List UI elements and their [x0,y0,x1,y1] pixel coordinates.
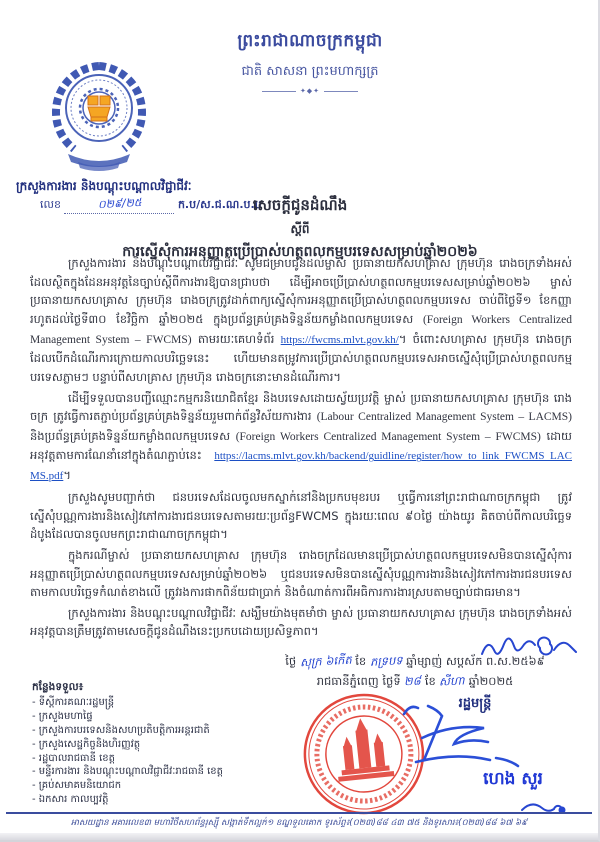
p1-english: (Foreign Workers Centralized Management System – FWCMS) [30,313,572,346]
paragraph-2 [30,389,572,487]
recipient-item: - គ្រប់សមាគមនិយោជក [32,780,122,792]
ref-number-handwritten: ០២៩/២៥ [64,197,174,214]
p2-english-lacms: (Labour Centralized Management System – LACMS) [316,411,572,424]
header-divider-ornament: ✦◆✦ [262,86,358,96]
paragraph-1 [30,254,572,387]
handwritten-day-number: ២៨ [403,673,422,688]
month-label: ខែ [424,673,436,688]
recipient-item: - ទីស្ដីការគណៈរដ្ឋមន្ត្រី [32,697,115,709]
recipient-item: - មន្ទីរការងារ និងបណ្ដុះបណ្ដាលវិជ្ជាជីវៈរាជធានី ខេត្ត [32,766,224,778]
scan-edge [0,833,598,840]
title-line1: សេចក្តីជូនដំណឹង [252,196,348,214]
minister-title: រដ្ឋមន្ត្រី [458,696,492,712]
paragraph-3: ក្រសួងសូមបញ្ជាក់ថា ជនបរទេសដែលចូលមកស្នាក់នៅនិងប្រកបមុខរបរ ឬធ្វើការនៅព្រះរាជាណាចក្រកម្ពុជា ត្រូវស្នើសុំបណ្ណការងារនិងសៀវភៅការងារជនបរទេសតាមរយៈប្រព័ន្ធFWCMS ក្នុងរយៈពេល ៩០ថ្ងៃ យ៉ាងយូរ គិតចាប់ពីកាលបរិច្ឆេទដំបូងដែលបានចូលមកព្រះរាជាណាចក្រកម្ពុជា។ [30,490,572,542]
ministry-name: ក្រសួងការងារ និងបណ្ដុះបណ្ដាលវិជ្ជាជីវៈ [16,179,192,193]
p2-text3: ដោយអនុវត្តតាមការណែនាំនៅក្នុងតំណភ្ជាប់នេះ [30,428,572,463]
year-label: ឆ្នាំ២០២៥ [468,673,514,688]
p1-text: ក្រសួងការងារ និងបណ្ដុះបណ្ដាលវិជ្ជាជីវៈ សូមជម្រាបជូនដល់ម្ចាស់ ប្រធានាយកសហគ្រាស ក្រុមហ៊ុន រោងចក្រទាំងអស់ ដែលស្ថិតក្នុងដែនអនុវត្តនៃច្បាប់ស្ដីពីការងារឱ្យបានជ្រាបថា ដើម្បីអាចប្រើប្រាស់ហត្ថពលកម្មបរទេសសម្រាប់ឆ្នាំ២០២៦ ម្ចាស់ ប្រធានាយកសហគ្រាស ក្រុមហ៊ុន រោងចក្រត្រូវដាក់ពាក្យស្នើសុំការអនុញ្ញាតប្រើប្រាស់ហត្ថពលកម្មបរទេស ចាប់ពីថ្ងៃទី១ ខែកញ្ញា រហូតដល់ថ្ងៃទី៣០ ខែវិច្ឆិកា ឆ្នាំ២០២៥ ក្នុងប្រព័ន្ធគ្រប់គ្រងទិន្នន័យកម្លាំងពលកម្មបរទេស [30,256,572,326]
handwritten-month-name: សីហា [439,672,466,689]
lacms-guide-link[interactable]: https://lacms.mlvt.gov.kh/backend/guidline/register/how_to_link_FWCMS_LACMS.pdf [30,450,572,483]
recipient-item: - ក្រសួងមហាផ្ទៃ [32,711,93,723]
paragraph-4: ក្នុងករណីម្ចាស់ ប្រធានាយកសហគ្រាស ក្រុមហ៊ុន រោងចក្រដែលមានប្រើប្រាស់ហត្ថពលកម្មបរទេសមិនបានស្នើសុំការអនុញ្ញាតប្រើប្រាស់ហត្ថពលកម្មបរទេសសម្រាប់ឆ្នាំ២០២៦ ឬជនបរទេសមិនបានស្នើសុំបណ្ណការងារនិងសៀវភៅការងារជនបរទេសតាមកាលបរិច្ឆេទកំណត់ខាងលើ ត្រូវរងការផាកពិន័យជាប្រាក់ និងចំណាត់ការពីអធិការការងារស្របតាមច្បាប់ជាធរមាន។ [30,547,572,600]
p1-text2: តាមរយៈគេហទំព័រ [191,331,281,346]
lunar-date-line [250,652,580,672]
footer-address: អាសយដ្ឋាន អគារលេខ៣ មហាវិថីសហព័ន្ធរុស្ស៊ី សង្កាត់ទឹកល្អក់១ ខណ្ឌទួលគោក ទូរស័ព្ទ៖(០២៣)៨៨ ៤៣ ៧៥ និងទូរសារ៖(០២៣)៨៨ ៦៧ ៦៩ [70,818,528,828]
title-line2: ស្តីពី [290,222,310,236]
ref-label: លេខ [40,198,61,211]
p2-english-fwcms: (Foreign Workers Centralized Management System – FWCMS) [235,430,541,443]
p2-text: ដើម្បីទទួលបានបញ្ជីឈ្មោះកម្មករនិយោជិតខ្មែរ និងបរទេសដោយស្វ័យប្រវត្តិ ម្ចាស់ ប្រធានាយកសហគ្រាស ក្រុមហ៊ុន រោងចក្រ ត្រូវធ្វើការតភ្ជាប់ប្រព័ន្ធគ្រប់គ្រងទិន្នន័យរួមពាក់ព័ន្ធវិស័យការងារ [30,390,572,424]
recipient-item: - ឯកសារ កាលប្បវត្តិ [32,794,109,806]
date-prefix: ថ្ងៃ [285,654,297,668]
title-line3: ការស្នើសុំការអនុញ្ញាតប្រើប្រាស់ហត្ថពលកម្មបរទេសសម្រាប់ឆ្នាំ២០២៦ [122,244,478,260]
footer-divider [6,812,592,814]
recipient-item: - ក្រសួងការបរទេសនិងសហប្រតិបត្តិការអន្តរជាតិ [32,725,210,737]
minister-name: ហេង សួរ [483,769,543,789]
kingdom-motto: ជាតិ សាសនា ព្រះមហាក្សត្រ [241,64,379,79]
fwcms-link[interactable]: https://fwcms.mlvt.gov.kh/ [280,333,399,346]
recipients-list [32,680,282,807]
p2-text2: និងប្រព័ន្ធគ្រប់គ្រងទិន្នន័យកម្លាំងពលកម្មបរទេស [30,428,236,443]
document-title [60,196,540,263]
date-month-label: ខែ [355,654,367,668]
handwritten-lunar-month: ភទ្របទ [369,653,403,669]
p1-text3: ។ ចំពោះសហគ្រាស ក្រុមហ៊ុន រោងចក្រដែលបើកដំណើរការក្រោយកាលបរិច្ឆេទនេះ ហើយមានតម្រូវការប្រើប្រាស់ហត្ថពលកម្មបរទេសអាចស្នើសុំប្រើប្រាស់ហត្ថពលកម្មបរទេសភ្លាមៗ បន្ទាប់ពីសហគ្រាស ក្រុមហ៊ុន រោងចក្រនោះមានដំណើរការ។ [30,331,572,384]
date-year-era: ឆ្នាំម្សាញ់ សប្ដស័ក ព.ស.២៥៦៩ [406,654,545,668]
recipients-header: កន្លែងទទួល៖ [32,681,84,693]
document-body [30,254,572,643]
ref-code: ក.ប/ស.ជ.ណ.ប.ប [177,198,262,211]
kingdom-header [150,30,470,82]
kingdom-title: ព្រះរាជាណាចក្រកម្ពុជា [237,31,383,51]
p5-text: ក្រសួងការងារ និងបណ្ដុះបណ្ដាលវិជ្ជាជីវៈ សង្ឃឹមយ៉ាងមុតមាំថា ម្ចាស់ ប្រធានាយកសហគ្រាស ក្រុមហ៊ុន រោងចក្រទាំងអស់អនុវត្តបានត្រឹមត្រូវតាមសេចក្ដីជូនដំណឹងនេះប្រកបដោយប្រសិទ្ធភាព។ [30,605,572,639]
handwritten-weekday: សុក្រ ៦កើត [299,652,352,670]
recipient-item: - ក្រសួងសេដ្ឋកិច្ចនិងហិរញ្ញវត្ថុ [32,738,141,750]
city-date-prefix: រាជធានីភ្នំពេញ ថ្ងៃទី [316,673,401,688]
p2-text4: ។ [63,468,71,483]
ministry-seal-icon [38,58,160,176]
recipient-item: - រដ្ឋបាលរាជធានី ខេត្ត [32,752,115,764]
